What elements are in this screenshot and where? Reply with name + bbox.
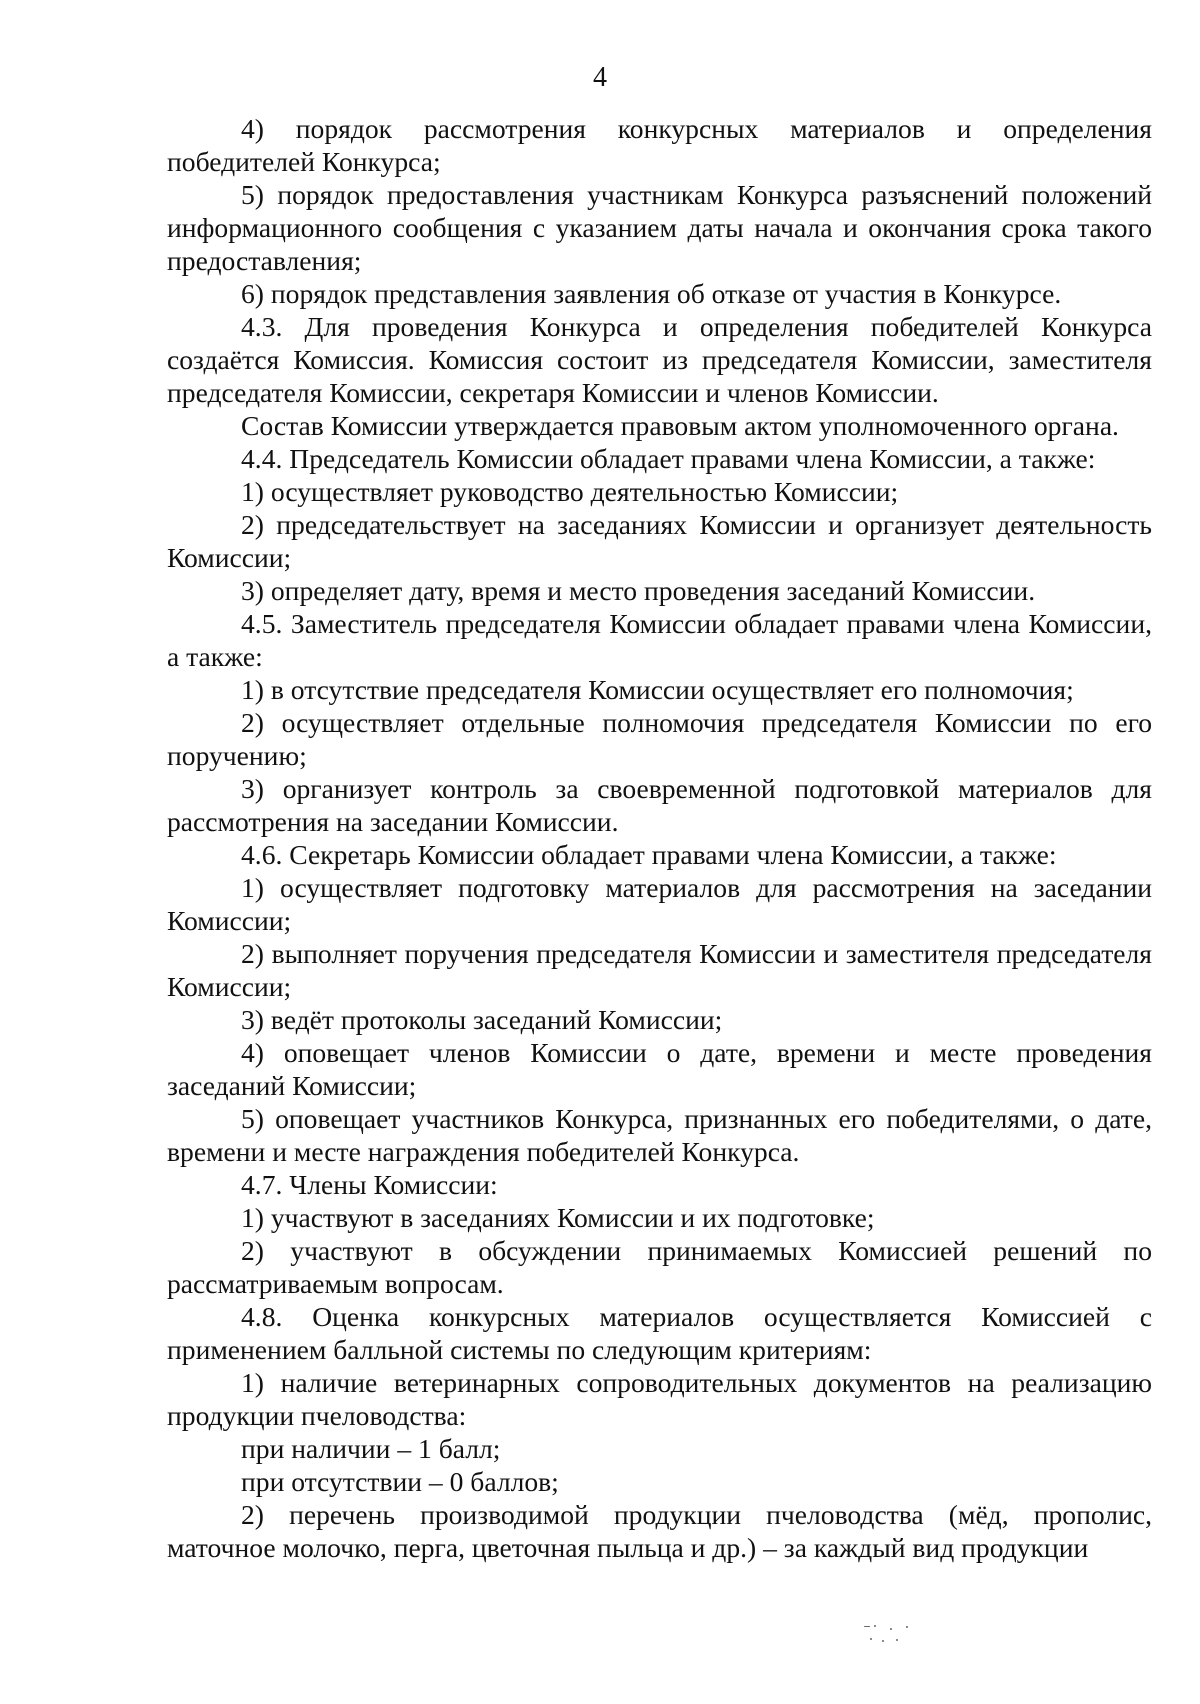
paragraph-4-7-item-1: 1) участвуют в заседаниях Комиссии и их подготовке; [241, 1202, 875, 1233]
paragraph-4-6-item-1: 1) осуществляет подготовку материалов для рассмотрения на заседании Комиссии; [167, 872, 1152, 936]
paragraph-4-7: 4.7. Члены Комиссии: [241, 1169, 498, 1200]
paragraph-4-6-item-5: 5) оповещает участников Конкурса, признанных его победителями, о дате, времени и месте награждения победителей Конкурса. [167, 1103, 1152, 1167]
paragraph-4-4: 4.4. Председатель Комиссии обладает правами члена Комиссии, а также: [241, 443, 1096, 474]
paragraph-4-4-item-1: 1) осуществляет руководство деятельностью Комиссии; [241, 476, 899, 507]
paragraph-4-8-item-2: 2) перечень производимой продукции пчеловодства (мёд, прополис, маточное молочко, перга, цветочная пыльца и др.) – за каждый вид продукции [167, 1499, 1152, 1563]
paragraph-4-4-item-2: 2) председательствует на заседаниях Комиссии и организует деятельность Комиссии; [167, 509, 1152, 573]
paragraph-4-7-item-2: 2) участвуют в обсуждении принимаемых Комиссией решений по рассматриваемым вопросам. [167, 1235, 1152, 1299]
paragraph-4-5-item-2: 2) осуществляет отдельные полномочия председателя Комиссии по его поручению; [167, 707, 1152, 771]
paragraph-commission-composition: Состав Комиссии утверждается правовым актом уполномоченного органа. [241, 410, 1119, 441]
paragraph-4-2-item-6: 6) порядок представления заявления об отказе от участия в Конкурсе. [241, 278, 1062, 309]
paragraph-4-2-item-4: 4) порядок рассмотрения конкурсных материалов и определения победителей Конкурса; [167, 113, 1152, 177]
document-body [167, 112, 1152, 1564]
page-number: 4 [593, 62, 607, 93]
paragraph-4-6-item-3: 3) ведёт протоколы заседаний Комиссии; [241, 1004, 723, 1035]
paragraph-4-5-item-3: 3) организует контроль за своевременной подготовкой материалов для рассмотрения на заседании Комиссии. [167, 773, 1152, 837]
paragraph-4-3: 4.3. Для проведения Конкурса и определения победителей Конкурса создаётся Комиссия. Комиссия состоит из председателя Комиссии, заместителя председателя Комиссии, секретаря Комиссии и членов Комиссии. [167, 311, 1152, 408]
paragraph-4-8-item-1: 1) наличие ветеринарных сопроводительных документов на реализацию продукции пчеловодства: [167, 1367, 1152, 1431]
paragraph-4-6-item-2: 2) выполняет поручения председателя Комиссии и заместителя председателя Комиссии; [167, 938, 1152, 1002]
paragraph-4-4-item-3: 3) определяет дату, время и место проведения заседаний Комиссии. [241, 575, 1036, 606]
paragraph-4-8: 4.8. Оценка конкурсных материалов осуществляется Комиссией с применением балльной системы по следующим критериям: [167, 1301, 1152, 1365]
paragraph-4-6-item-4: 4) оповещает членов Комиссии о дате, времени и месте проведения заседаний Комиссии; [167, 1037, 1152, 1101]
paragraph-4-5: 4.5. Заместитель председателя Комиссии обладает правами члена Комиссии, а также: [167, 608, 1152, 672]
scan-specks [860, 1620, 940, 1660]
paragraph-4-6: 4.6. Секретарь Комиссии обладает правами члена Комиссии, а также: [241, 839, 1057, 870]
paragraph-4-2-item-5: 5) порядок предоставления участникам Конкурса разъяснений положений информационного сообщения с указанием даты начала и окончания срока такого предоставления; [167, 179, 1152, 276]
paragraph-4-8-item-1-absent: при отсутствии – 0 баллов; [241, 1466, 559, 1497]
paragraph-4-8-item-1-present: при наличии – 1 балл; [241, 1433, 501, 1464]
paragraph-4-5-item-1: 1) в отсутствие председателя Комиссии осуществляет его полномочия; [241, 674, 1074, 705]
